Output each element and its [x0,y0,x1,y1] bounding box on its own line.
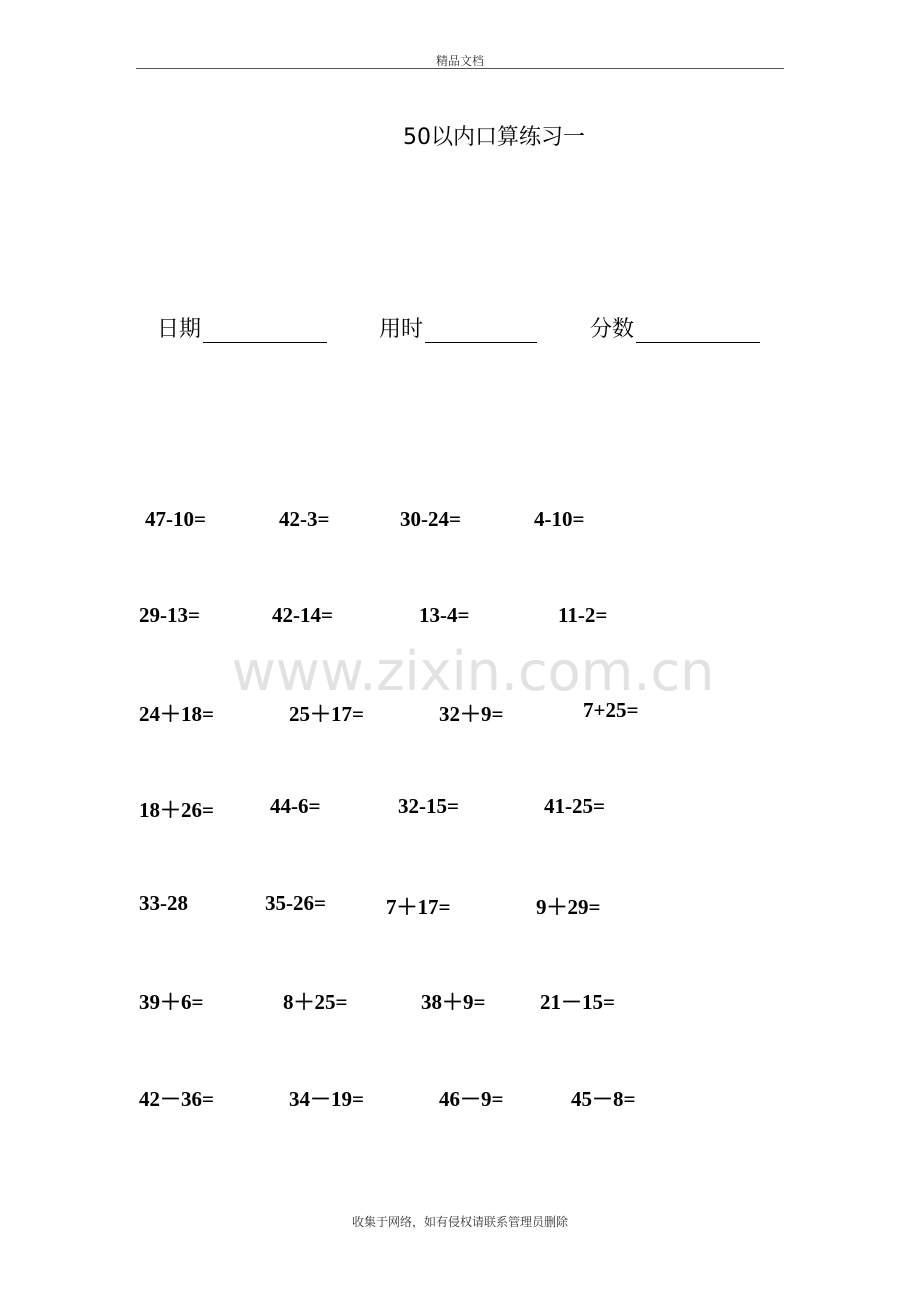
arithmetic-problem: 46－9= [439,1087,504,1111]
time-label: 用时 [379,317,424,342]
problem-row [0,603,920,633]
header-divider [136,68,784,69]
arithmetic-problem: 8＋25= [283,990,348,1014]
arithmetic-problem: 34－19= [289,1087,364,1111]
arithmetic-problem: 4-10= [534,507,585,531]
problem-row [0,891,920,921]
arithmetic-problem: 33-28 [139,891,188,915]
arithmetic-problem: 42-3= [279,507,330,531]
problem-row [0,507,920,537]
problem-row [0,794,920,824]
time-field [379,312,537,343]
arithmetic-problem: 9＋29= [536,895,601,919]
arithmetic-problem: 41-25= [544,794,605,818]
arithmetic-problem: 18＋26= [139,798,214,822]
arithmetic-problem: 13-4= [419,603,470,627]
arithmetic-problem: 44-6= [270,794,321,818]
page-header-text: 精品文档 [435,54,484,68]
arithmetic-problem: 47-10= [145,507,206,531]
arithmetic-problem: 30-24= [400,507,461,531]
arithmetic-problem: 25＋17= [289,702,364,726]
watermark-text: www.zixin.com.cn [231,640,715,703]
page-footer-text: 收集于网络，如有侵权请联系管理员删除 [351,1215,568,1229]
score-blank [636,316,760,343]
date-blank [203,316,327,343]
arithmetic-problem: 32-15= [398,794,459,818]
time-blank [425,316,537,343]
arithmetic-problem: 42-14= [272,603,333,627]
score-field [590,312,760,343]
arithmetic-problem: 7+25= [583,698,639,722]
date-label: 日期 [157,317,202,342]
problem-row [0,1083,920,1113]
score-label: 分数 [590,317,635,342]
arithmetic-problem: 42－36= [139,1087,214,1111]
arithmetic-problem: 21－15= [540,990,615,1014]
arithmetic-problem: 7＋17= [386,895,451,919]
problem-row [0,986,920,1016]
arithmetic-problem: 11-2= [558,603,608,627]
date-field [157,312,327,343]
arithmetic-problem: 45－8= [571,1087,636,1111]
worksheet-title: 50以内口算练习一 [403,125,585,150]
arithmetic-problem: 35-26= [265,891,326,915]
arithmetic-problem: 38＋9= [421,990,486,1014]
arithmetic-problem: 32＋9= [439,702,504,726]
arithmetic-problem: 29-13= [139,603,200,627]
problem-row [0,698,920,728]
arithmetic-problem: 24＋18= [139,702,214,726]
arithmetic-problem: 39＋6= [139,990,204,1014]
